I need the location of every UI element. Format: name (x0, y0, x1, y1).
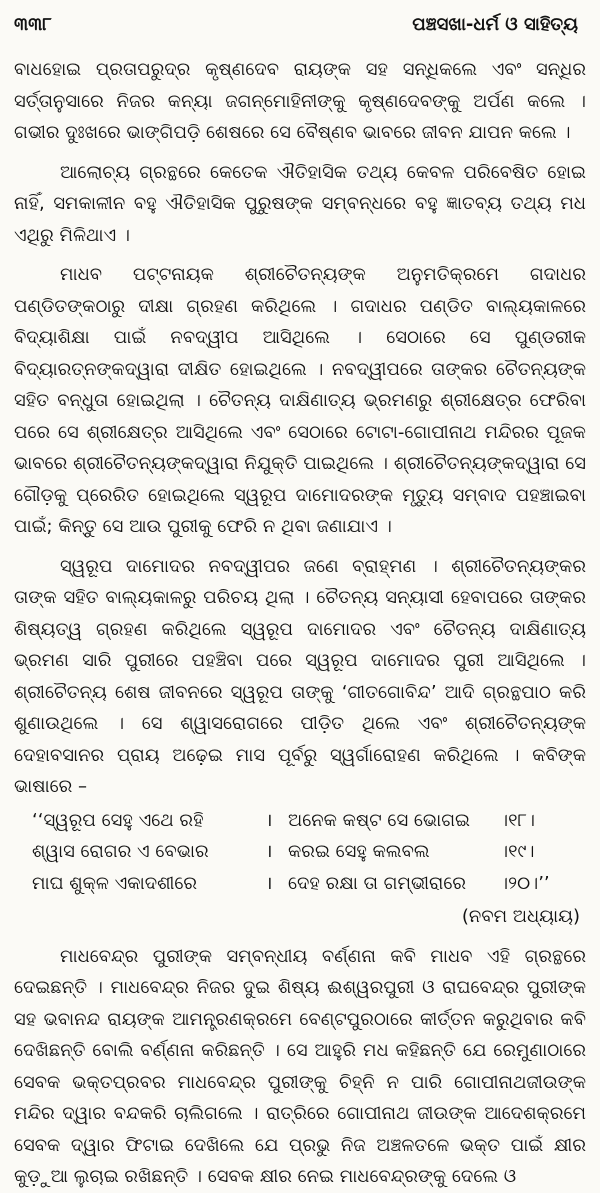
running-head: ପଞ୍ଚସଖା-ଧର୍ମ ଓ ସାହିତ୍ୟ (412, 13, 578, 35)
paragraph-2: ଆଲୋଚ୍ୟ ଗ୍ରନ୍ଥରେ କେତେକ ଐତିହାସିକ ତଥ୍ୟ କେବଳ ପରିବେଷିତ ହୋଇ ନାହିଁ, ସମକାଳୀନ ବହୁ ଐତିହାସିକ ପୁରୁଷଙ୍କ ସମ୍ବନ୍ଧରେ ବହୁ ଜ୍ଞାତବ୍ୟ ତଥ୍ୟ ମଧ ଏଥିରୁ ମିଳିଥାଏ । (14, 161, 586, 246)
verse-second-half: ଦେହ ରକ୍ଷା ତା ଗମ୍ଭୀରାରେ (288, 872, 467, 894)
verse-number: ।୨୦।’’ (500, 872, 550, 894)
paragraph-3: ମାଧବ ପଟ୍ଟନାୟକ ଶ୍ରୀଚୈତନ୍ୟଙ୍କ ଅନୁମତିକ୍ରମେ ଗଦାଧର ପଣ୍ଡିତଙ୍କଠାରୁ ଦୀକ୍ଷା ଗ୍ରହଣ କରିଥିଲେ । ଗଦାଧର ପଣ୍ଡିତ ବାଲ୍ୟକାଳରେ ବିଦ୍ୟାଶିକ୍ଷା ପାଇଁ ନବଦ୍ୱୀପ ଆସିଥିଲେ । ସେଠାରେ ସେ ପୁଣ୍ଡରୀକ ବିଦ୍ୟାରତ୍ନଙ୍କଦ୍ୱାରା ଦୀକ୍ଷିତ ହୋଇଥିଲେ । ନବଦ୍ୱୀପରେ ତାଙ୍କର ଚୈତନ୍ୟଙ୍କ ସହିତ ବନ୍ଧୁତା ହୋଇଥିଲା । ଚୈତନ୍ୟ ଦାକ୍ଷିଣାତ୍ୟ ଭ୍ରମଣରୁ ଶ୍ରୀକ୍ଷେତ୍ର ଫେରିବା ପରେ ସେ ଶ୍ରୀକ୍ଷେତ୍ର ଆସିଥିଲେ ଏବଂ ସେଠାରେ ଟୋଟା-ଗୋପୀନାଥ ମନ୍ଦିରର ପୂଜକ ଭାବରେ ଶ୍ରୀଚୈତନ୍ୟଙ୍କଦ୍ୱାରା ନିଯୁକ୍ତି ପାଇଥିଲେ । ଶ୍ରୀଚୈତନ୍ୟଙ୍କଦ୍ୱାରା ସେ ଗୌଡ଼କୁ ପ୍ରେରିତ ହୋଇଥିଲେ ସ୍ୱରୂପ ଦାମୋଦରଙ୍କ ମୃତ୍ୟୁ ସମ୍ବାଦ ପହଞ୍ଚାଇବା ପାଇଁ; କିନ୍ତୁ ସେ ଆଉ ପୁରୀକୁ ଫେରି ନ ଥିବା ଜଣାଯାଏ । (14, 264, 586, 537)
paragraph-5: ମାଧବେନ୍ଦ୍ର ପୁରୀଙ୍କ ସମ୍ବନ୍ଧୀୟ ବର୍ଣ୍ଣନା କବି ମାଧବ ଏହି ଗ୍ରନ୍ଥରେ ଦେଇଛନ୍ତି । ମାଧବେନ୍ଦ୍ର ନିଜର ଦୁଇ ଶିଷ୍ୟ ଈଶ୍ୱରପୁରୀ ଓ ରାଘବେନ୍ଦ୍ର ପୁରୀଙ୍କ ସହ ଭବାନନ୍ଦ ରାୟଙ୍କ ଆମନ୍ତ୍ରଣକ୍ରମେ ବେଣ୍ଟପୁରଠାରେ କୀର୍ତ୍ତନ କରୁଥିବାର କବି ଦେଖିଛନ୍ତି ବୋଲି ବର୍ଣ୍ଣନା କରିଛନ୍ତି । ସେ ଆହୁରି ମଧ କହିଛନ୍ତି ଯେ ରେମୁଣାଠାରେ ସେବକ ଭକ୍ତପ୍ରବର ମାଧବେନ୍ଦ୍ର ପୁରୀଙ୍କୁ ଚିହ୍ନି ନ ପାରି ଗୋପୀନାଥଜୀଉଙ୍କ ମନ୍ଦିର ଦ୍ୱାର ବନ୍ଦକରି ଚାଲିଗଲେ । ରାତ୍ରିରେ ଗୋପୀନାଥ ଜୀଉଙ୍କ ଆଦେଶକ୍ରମେ ସେବକ ଦ୍ୱାର ଫିଟାଇ ଦେଖିଲେ ଯେ ପ୍ରଭୁ ନିଜ ଅଞ୍ଚଳତଳେ ଭକ୍ତ ପାଇଁ କ୍ଷୀର କୁଡ଼ୁଆ ଲୁଚାଇ ରଖିଛନ୍ତି । ସେବକ କ୍ଷୀର ନେଇ ମାଧବେନ୍ଦ୍ରଙ୍କୁ ଦେଲେ ଓ (14, 945, 586, 1187)
verse-number: ।୧୯। (500, 841, 535, 862)
verse-first-half: ଶ୍ୱାସ ରୋଗର ଏ ବେଭାର (32, 841, 209, 862)
verse-separator: । (265, 872, 273, 894)
chapter-reference: (ନବମ ଅଧ୍ୟାୟ) (461, 906, 580, 927)
page-body (14, 54, 586, 1193)
page-header (14, 8, 586, 40)
page-number: ୩୩୮ (14, 13, 52, 35)
verse-first-half: ‘‘ସ୍ୱରୂପ ସେହୁ ଏଥେ ରହି (32, 809, 204, 831)
verse-line (14, 836, 586, 868)
paragraph-4: ସ୍ୱରୂପ ଦାମୋଦର ନବଦ୍ୱୀପର ଜଣେ ବ୍ରାହ୍ମଣ । ଶ୍ରୀଚୈତନ୍ୟଙ୍କର ତାଙ୍କ ସହିତ ବାଲ୍ୟକାଳରୁ ପରିଚୟ ଥିଲା । ଚୈତନ୍ୟ ସନ୍ୟାସୀ ହେବାପରେ ତାଙ୍କର ଶିଷ୍ୟତ୍ୱ ଗ୍ରହଣ କରିଥିଲେ ସ୍ୱରୂପ ଦାମୋଦର ଏବଂ ଚୈତନ୍ୟ ଦାକ୍ଷିଣାତ୍ୟ ଭ୍ରମଣ ସାରି ପୁରୀରେ ପହଞ୍ଚିବା ପରେ ସ୍ୱରୂପ ଦାମୋଦର ପୁରୀ ଆସିଥିଲେ । ଶ୍ରୀଚୈତନ୍ୟ ଶେଷ ଜୀବନରେ ସ୍ୱରୂପ ତାଙ୍କୁ ‘ଗୀତଗୋବିନ୍ଦ’ ଆଦି ଗ୍ରନ୍ଥପାଠ କରି ଶୁଣାଉଥିଲେ । ସେ ଶ୍ୱାସରୋଗରେ ପୀଡ଼ିତ ଥିଲେ ଏବଂ ଶ୍ରୀଚୈତନ୍ୟଙ୍କ ଦେହାବସାନର ପ୍ରାୟ ଅଢ଼େଇ ମାସ ପୂର୍ବରୁ ସ୍ୱର୍ଗାରୋହଣ କରିଥିଲେ । କବିଙ୍କ ଭାଷାରେ – (14, 555, 586, 797)
verse-separator: । (265, 841, 273, 862)
verse-first-half: ମାଘ ଶୁକ୍ଳ ଏକାଦଶୀରେ (32, 872, 198, 894)
verse-second-half: କରଇ ସେହୁ କଲବଲ (288, 841, 430, 862)
verse-number: ।୧୮। (500, 809, 535, 831)
verse-second-half: ଅନେକ କଷ୍ଟ ସେ ଭୋଗଇ (288, 809, 470, 831)
verse-quote (14, 805, 586, 933)
paragraph-1: ବାଧହୋଇ ପ୍ରତାପରୁଦ୍ର କୃଷ୍ଣଦେବ ରାୟଙ୍କ ସହ ସନ୍ଧିକଲେ ଏବଂ ସନ୍ଧିର ସର୍ତ୍ତାନୁସାରେ ନିଜର କନ୍ୟା ଜଗନ୍ମୋହିନୀଙ୍କୁ କୃଷ୍ଣଦେବଙ୍କୁ ଅର୍ପଣ କଲେ । ଗଭୀର ଦୁଃଖରେ ଭାଙ୍ଗିପଡ଼ି ଶେଷରେ ସେ ବୈଷ୍ଣବ ଭାବରେ ଜୀବନ ଯାପନ କଲେ । (14, 59, 586, 143)
verse-line (14, 868, 586, 900)
verse-separator: । (265, 809, 273, 831)
verse-line (14, 805, 586, 837)
